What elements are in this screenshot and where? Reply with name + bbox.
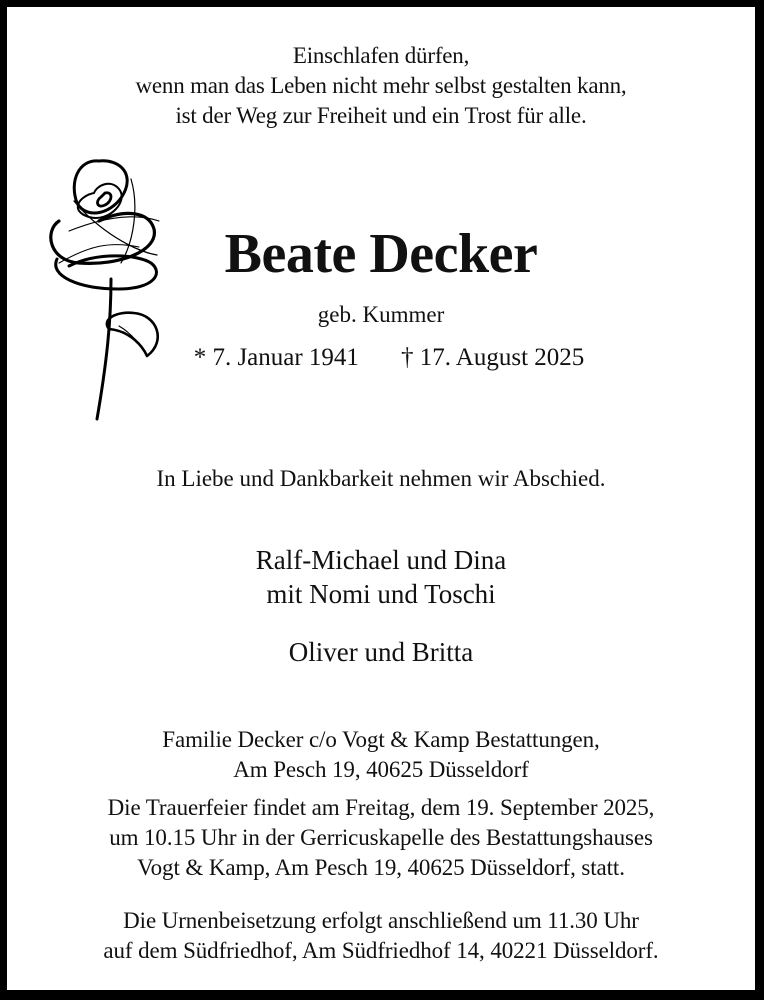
ceremony-line-3: Vogt & Kamp, Am Pesch 19, 40625 Düsseldorf, statt. <box>137 855 625 880</box>
farewell-text: In Liebe und Dankbarkeit nehmen wir Abschied. <box>156 466 606 491</box>
deceased-name: Beate Decker <box>224 223 538 285</box>
obituary-notice <box>7 7 755 990</box>
rose-line-drawing-icon <box>39 151 189 421</box>
mourner-line-3: Oliver und Britta <box>288 637 474 667</box>
contact-line-1: Familie Decker c/o Vogt & Kamp Bestattungen, <box>162 727 600 752</box>
ceremony-line-2: um 10.15 Uhr in der Gerricuskapelle des Bestattungshauses <box>109 825 653 850</box>
death-date: † 17. August 2025 <box>400 344 585 371</box>
burial-line-1: Die Urnenbeisetzung erfolgt anschließend um 11.30 Uhr <box>123 908 639 933</box>
mourner-line-2: mit Nomi und Toschi <box>266 579 496 609</box>
burial-line-2: auf dem Südfriedhof, Am Südfriedhof 14, 40221 Düsseldorf. <box>103 938 659 963</box>
verse-line-2: wenn man das Leben nicht mehr selbst gestalten kann, <box>135 73 627 98</box>
life-dates <box>7 343 755 373</box>
verse-line-3: ist der Weg zur Freiheit und ein Trost für alle. <box>175 103 587 128</box>
birth-date: * 7. Januar 1941 <box>193 344 359 371</box>
contact-line-2: Am Pesch 19, 40625 Düsseldorf <box>233 757 529 782</box>
verse-line-1: Einschlafen dürfen, <box>292 43 470 68</box>
maiden-name: geb. Kummer <box>317 302 445 327</box>
mourner-line-1: Ralf-Michael und Dina <box>255 545 507 575</box>
ceremony-line-1: Die Trauerfeier findet am Freitag, dem 19. September 2025, <box>107 795 655 820</box>
